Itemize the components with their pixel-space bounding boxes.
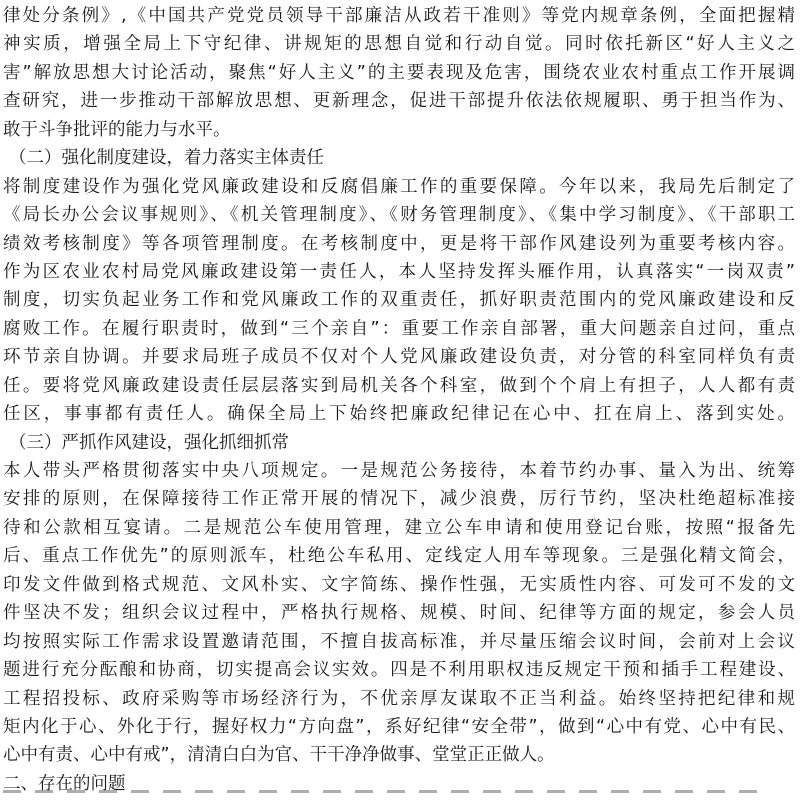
text-line: 制度，切实负起业务工作和党风廉政工作的双重责任，抓好职责范围内的党风廉政建设和反 bbox=[3, 290, 795, 311]
text-line: 后、重点工作优先”的原则派车，杜绝公车私用、定线定人用车等现象。三是强化精文简会， bbox=[3, 546, 795, 567]
text-line: 矩内化于心、外化于行，握好权力“方向盘”，系好纪律“安全带”，做到“心中有党、心中有民、 bbox=[3, 716, 795, 737]
text-line: 律处分条例》,《中国共产党党员领导干部廉洁从政若干准则》等党内规章条例，全面把握精 bbox=[3, 6, 795, 26]
section-heading: （二）强化制度建设，着力落实主体责任 bbox=[9, 148, 324, 169]
text-line: 待和公款相互宴请。二是规范公车使用管理，建立公车申请和使用登记台账，按照“报备先 bbox=[3, 517, 795, 538]
text-line: 安排的原则，在保障接待工作正常开展的情况下，减少浪费，厉行节约，坚决杜绝超标准接 bbox=[3, 489, 795, 510]
section-heading: 二、存在的问题 bbox=[3, 773, 126, 794]
text-line: 神实质，增强全局上下守纪律、讲规矩的思想自觉和行动自觉。同时依托新区“好人主义之 bbox=[3, 34, 795, 55]
section-heading: （三）严抓作风建设，强化抓细抓常 bbox=[9, 432, 289, 453]
text-line: 绩效考核制度》等各项管理制度。在考核制度中，更是将干部作风建设列为重要考核内容。 bbox=[3, 233, 795, 254]
text-line: 将制度建设作为强化党风廉政建设和反腐倡廉工作的重要保障。今年以来，我局先后制定了 bbox=[3, 176, 795, 197]
text-line: 作为区农业农村局党风廉政建设第一责任人，本人坚持发挥头雁作用，认真落实“一岗双责” bbox=[3, 261, 795, 282]
text-line: 敢于斗争批评的能力与水平。 bbox=[3, 119, 231, 140]
cut-off-next-line bbox=[3, 790, 795, 800]
text-line: 《局长办公会议事规则》、《机关管理制度》、《财务管理制度》、《集中学习制度》、《干部职工 bbox=[3, 205, 795, 226]
text-line: 工程招投标、政府采购等市场经济行为，不优亲厚友谋取不正当利益。始终坚持把纪律和规 bbox=[3, 688, 795, 709]
text-line: 环节亲自协调。并要求局班子成员不仅对个人党风廉政建设负责，对分管的科室同样负有责 bbox=[3, 347, 795, 368]
text-line: 题进行充分酝酿和协商，切实提高会议实效。四是不利用职权违反规定干预和插手工程建设、 bbox=[3, 660, 795, 681]
text-line: 任区，事事都有责任人。确保全局上下始终把廉政纪律记在心中、扛在肩上、落到实处。 bbox=[3, 404, 795, 425]
text-line: 腐败工作。在履行职责时，做到“三个亲自”：重要工作亲自部署，重大问题亲自过问，重点 bbox=[3, 318, 795, 339]
text-line: 任。要将党风廉政建设责任层层落实到局机关各个科室，做到个个肩上有担子，人人都有责 bbox=[3, 375, 795, 396]
text-line: 本人带头严格贯彻落实中央八项规定。一是规范公务接待，本着节约办事、量入为出、统筹 bbox=[3, 461, 795, 481]
text-line: 心中有责、心中有戒”，清清白白为官、干干净净做事、堂堂正正做人。 bbox=[3, 745, 555, 766]
text-line: 害”解放思想大讨论活动，聚焦“好人主义”的主要表现及危害，围绕农业农村重点工作开展调 bbox=[3, 62, 795, 83]
text-line: 印发文件做到格式规范、文风朴实、文字简练、操作性强，无实质性内容、可发可不发的文 bbox=[3, 574, 795, 595]
text-line: 均按照实际工作需求设置邀请范围，不擅自拔高标准，并尽量压缩会议时间，会前对上会议 bbox=[3, 631, 795, 652]
document-page bbox=[3, 2, 795, 798]
text-line: 查研究，进一步推动干部解放思想、更新理念，促进干部提升依法依规履职、勇于担当作为、 bbox=[3, 91, 795, 112]
text-line: 件坚决不发；组织会议过程中，严格执行规格、规模、时间、纪律等方面的规定，参会人员 bbox=[3, 603, 795, 624]
